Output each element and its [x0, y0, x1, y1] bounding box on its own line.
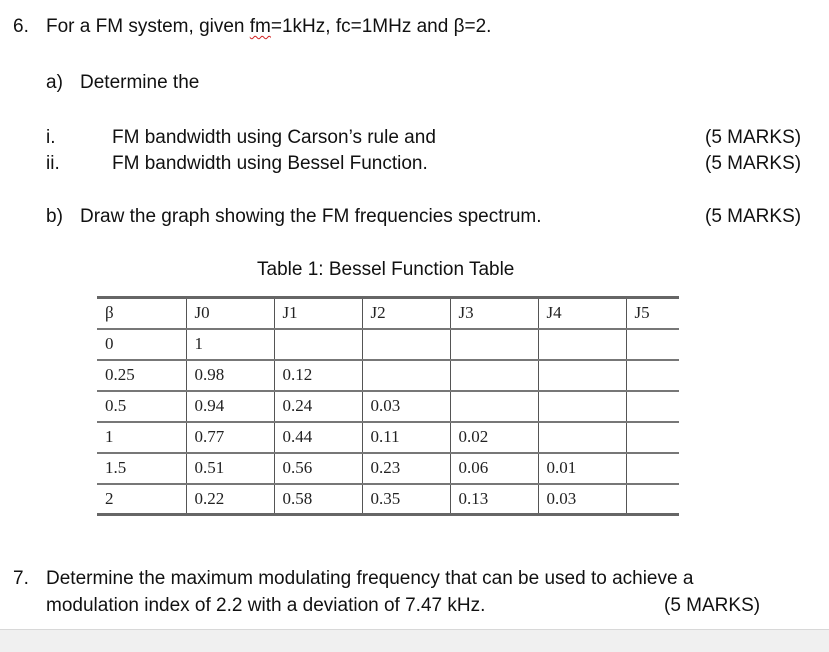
table-cell: 0.06	[450, 453, 538, 484]
part-a-item-i-text: FM bandwidth using Carson’s rule and	[112, 127, 436, 148]
table-cell: 0.24	[274, 391, 362, 422]
part-a-item-ii-text: FM bandwidth using Bessel Function.	[112, 153, 428, 174]
question-6-number: 6.	[13, 16, 29, 37]
table-cell	[362, 329, 450, 360]
table-cell	[450, 391, 538, 422]
question-6-text	[46, 16, 491, 38]
table-cell: 0.03	[538, 484, 626, 515]
table-header-cell: J0	[186, 298, 274, 329]
table-cell: 0.5	[97, 391, 186, 422]
table-cell	[538, 422, 626, 453]
table-cell	[626, 360, 679, 391]
question-7-line-1: Determine the maximum modulating frequency that can be used to achieve a	[46, 568, 694, 589]
table-header-cell: J2	[362, 298, 450, 329]
part-a-text: Determine the	[80, 72, 200, 93]
table-cell: 0.11	[362, 422, 450, 453]
table-cell	[450, 329, 538, 360]
table-row	[97, 453, 679, 484]
table-cell: 0	[97, 329, 186, 360]
question-6-text-before: For a FM system, given	[46, 16, 250, 37]
table-row	[97, 422, 679, 453]
table-header-cell: J3	[450, 298, 538, 329]
table-row	[97, 360, 679, 391]
table-cell: 0.02	[450, 422, 538, 453]
table-header-cell: β	[97, 298, 186, 329]
table-header-row	[97, 298, 679, 329]
part-b-label: b)	[46, 206, 63, 227]
table-cell: 0.94	[186, 391, 274, 422]
table-cell	[274, 329, 362, 360]
table-cell: 1.5	[97, 453, 186, 484]
table-cell	[626, 329, 679, 360]
table-cell: 0.22	[186, 484, 274, 515]
table-cell	[538, 360, 626, 391]
bessel-function-table	[97, 296, 679, 516]
table-caption: Table 1: Bessel Function Table	[257, 259, 515, 280]
table-cell: 2	[97, 484, 186, 515]
table-cell: 0.58	[274, 484, 362, 515]
table-header-cell: J1	[274, 298, 362, 329]
table-cell	[626, 422, 679, 453]
spellcheck-word-fm: fm	[249, 16, 271, 37]
table-cell	[450, 360, 538, 391]
part-b-marks: (5 MARKS)	[705, 206, 802, 227]
table-cell: 0.44	[274, 422, 362, 453]
table-row	[97, 329, 679, 360]
table-row	[97, 484, 679, 515]
table-cell: 0.12	[274, 360, 362, 391]
question-6-text-after: =1kHz, fc=1MHz and β=2.	[270, 16, 492, 37]
part-a-label: a)	[46, 72, 63, 93]
table-cell: 0.35	[362, 484, 450, 515]
question-7-marks: (5 MARKS)	[664, 595, 761, 616]
table-row	[97, 391, 679, 422]
part-a-item-ii-marks: (5 MARKS)	[705, 153, 802, 174]
table-header-cell: J4	[538, 298, 626, 329]
table-cell: 0.23	[362, 453, 450, 484]
table-cell: 1	[97, 422, 186, 453]
table-cell: 0.56	[274, 453, 362, 484]
table-cell	[626, 484, 679, 515]
table-cell	[538, 329, 626, 360]
table-cell: 0.98	[186, 360, 274, 391]
question-7-number: 7.	[13, 568, 29, 589]
table-cell: 0.51	[186, 453, 274, 484]
table-cell: 0.13	[450, 484, 538, 515]
table-cell: 0.25	[97, 360, 186, 391]
table-header-cell: J5	[626, 298, 679, 329]
bottom-bar	[0, 629, 829, 652]
table-cell: 0.77	[186, 422, 274, 453]
table-cell: 0.01	[538, 453, 626, 484]
table-cell	[362, 360, 450, 391]
part-a-item-ii-number: ii.	[46, 153, 60, 174]
table-cell: 1	[186, 329, 274, 360]
table-cell: 0.03	[362, 391, 450, 422]
table-cell	[626, 453, 679, 484]
part-a-item-i-number: i.	[46, 127, 56, 148]
part-a-item-i-marks: (5 MARKS)	[705, 127, 802, 148]
table-cell	[538, 391, 626, 422]
table-cell	[626, 391, 679, 422]
part-b-text: Draw the graph showing the FM frequencies spectrum.	[80, 206, 542, 227]
question-7-line-2: modulation index of 2.2 with a deviation of 7.47 kHz.	[46, 595, 486, 616]
